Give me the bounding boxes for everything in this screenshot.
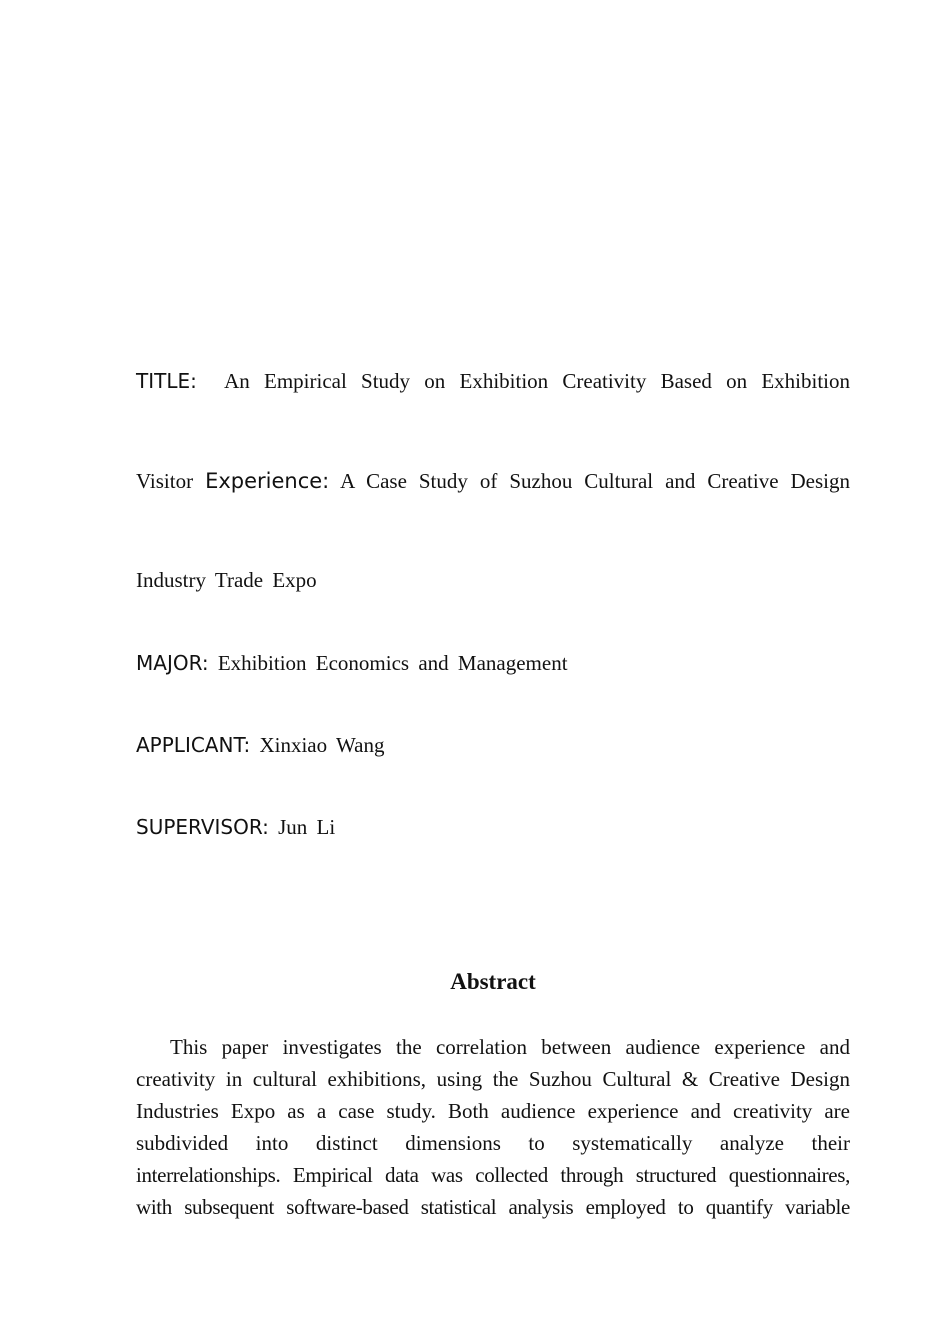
major-label: MAJOR: bbox=[136, 651, 209, 675]
major-line bbox=[136, 648, 850, 678]
abstract-line: This paper investigates the correlation between audience experience and bbox=[170, 1035, 850, 1059]
abstract-line: interrelationships. Empirical data was collected through structured questionnaires, bbox=[136, 1163, 850, 1187]
abstract-line: creativity in cultural exhibitions, using the Suzhou Cultural & Creative Design bbox=[136, 1067, 850, 1091]
abstract-heading: Abstract bbox=[450, 969, 536, 994]
title-text-line-2-keyword: Experience: bbox=[205, 469, 330, 493]
major-value: Exhibition Economics and Management bbox=[217, 651, 568, 675]
abstract-paragraph bbox=[136, 1031, 850, 1223]
title-text-line-1: An Empirical Study on Exhibition Creativity Based on Exhibition bbox=[224, 369, 850, 393]
title-line-1 bbox=[136, 366, 850, 396]
supervisor-value: Jun Li bbox=[278, 815, 336, 839]
title-line-3 bbox=[136, 565, 850, 595]
abstract-line: Industries Expo as a case study. Both audience experience and creativity are bbox=[136, 1099, 850, 1123]
supervisor-line bbox=[136, 812, 850, 842]
applicant-value: Xinxiao Wang bbox=[259, 733, 385, 757]
abstract-line: with subsequent software-based statistical analysis employed to quantify variable bbox=[136, 1195, 850, 1219]
title-label: TITLE: bbox=[136, 369, 197, 393]
title-text-line-3: Industry Trade Expo bbox=[136, 568, 317, 592]
supervisor-label: SUPERVISOR: bbox=[136, 815, 269, 839]
applicant-line bbox=[136, 730, 850, 760]
title-text-line-2-prefix: Visitor bbox=[136, 469, 194, 493]
title-text-line-2-rest: A Case Study of Suzhou Cultural and Creative Design bbox=[340, 469, 851, 493]
abstract-line: subdivided into distinct dimensions to systematically analyze their bbox=[136, 1131, 850, 1155]
title-line-2 bbox=[136, 466, 850, 496]
applicant-label: APPLICANT: bbox=[136, 733, 251, 757]
